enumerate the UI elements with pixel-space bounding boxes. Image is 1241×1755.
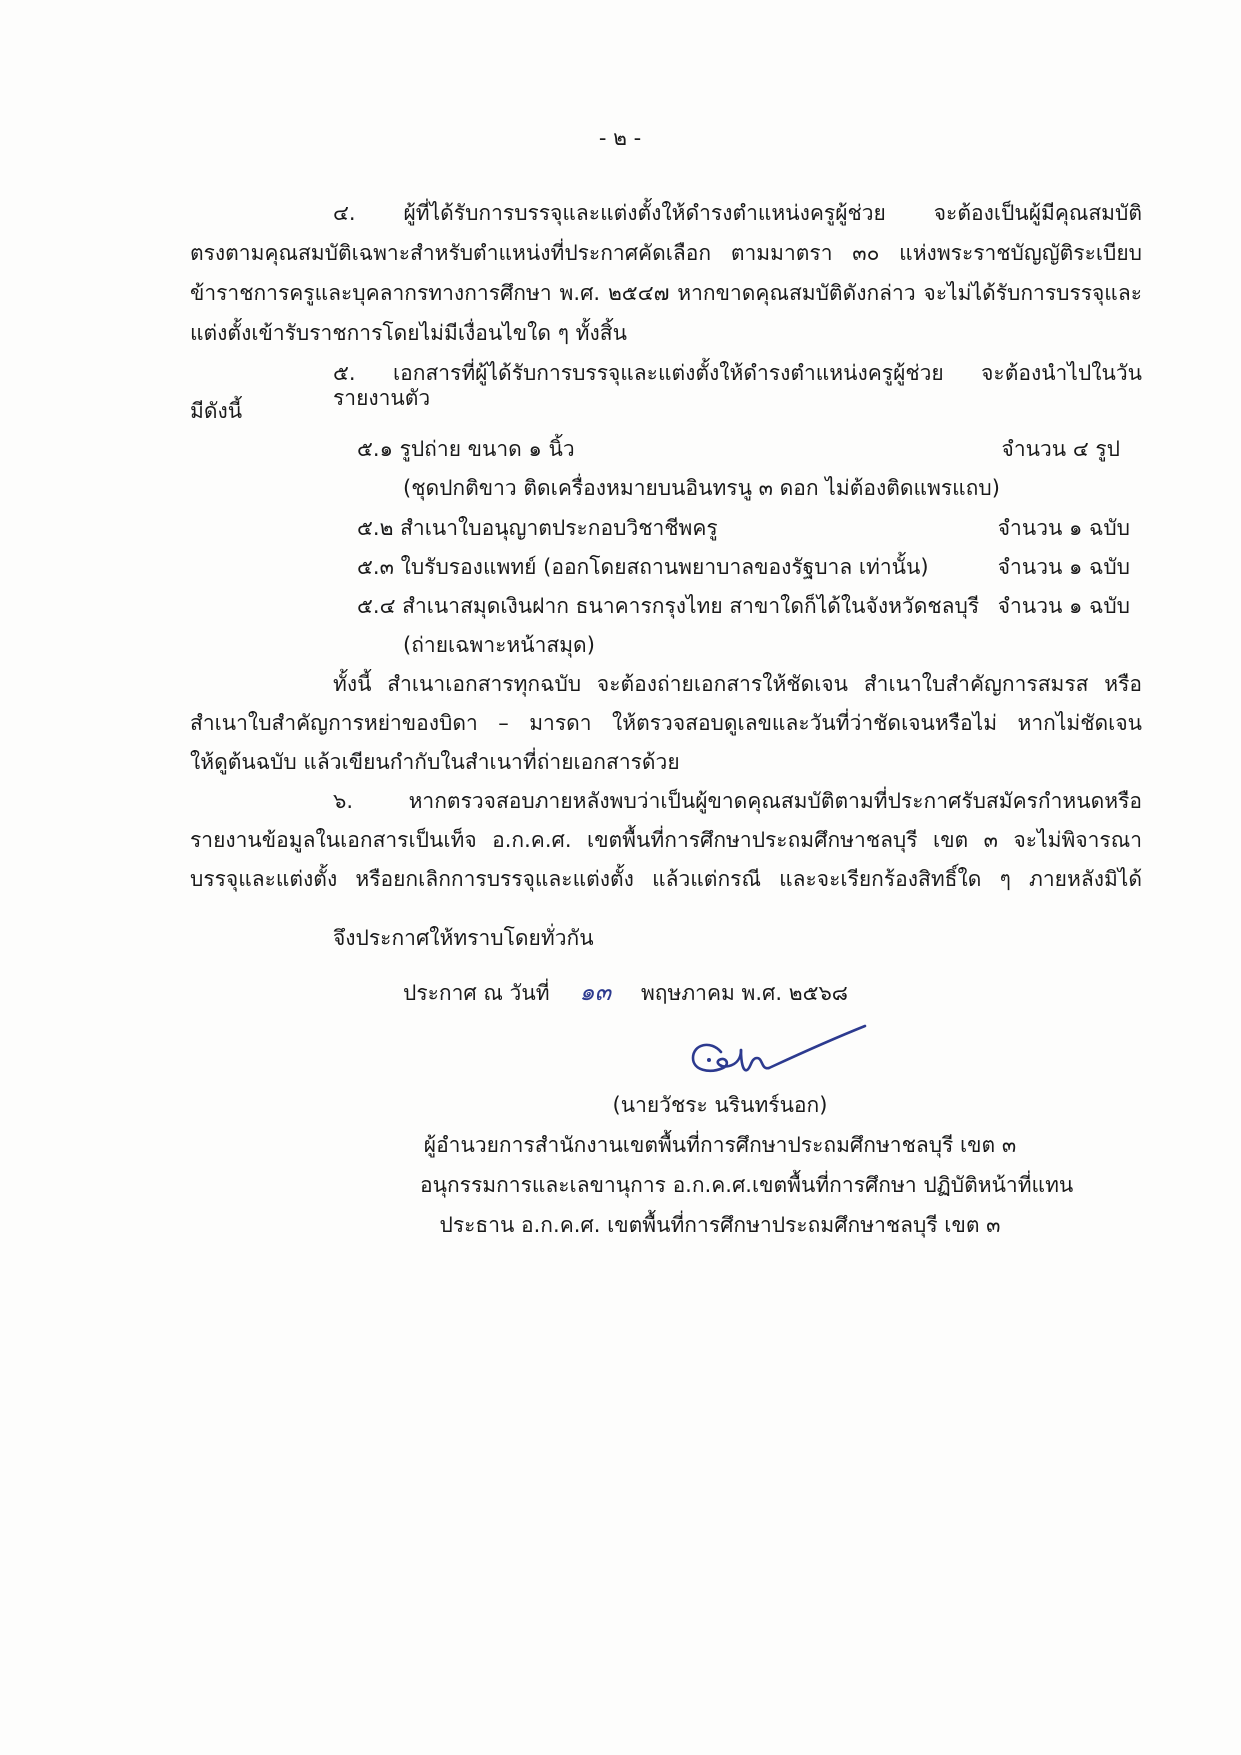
paragraph-line: รายงานข้อมูลในเอกสารเป็นเท็จ อ.ก.ค.ศ. เขตพื้นที่การศึกษาประถมศึกษาชลบุรี เขต ๓ จะไม่พิจารณา <box>190 828 1142 852</box>
paragraph-line: ข้าราชการครูและบุคลากรทางการศึกษา พ.ศ. ๒๕๔๗ หากขาดคุณสมบัติดังกล่าว จะไม่ได้รับการบรรจุและ <box>190 281 1142 305</box>
date-month-year: พฤษภาคม พ.ศ. ๒๕๖๘ <box>640 981 849 1005</box>
paragraph-line: ๕. เอกสารที่ผู้ได้รับการบรรจุและแต่งตั้งให้ดำรงตำแหน่งครูผู้ช่วย จะต้องนำไปในวันรายงานตัว <box>333 361 1142 411</box>
paragraph-line: มีดังนี้ <box>190 399 243 423</box>
closing-statement: จึงประกาศให้ทราบโดยทั่วกัน <box>333 926 594 950</box>
document-item-quantity: จำนวน ๑ ฉบับ <box>997 594 1130 618</box>
announcement-date <box>403 978 848 1007</box>
page-number: - ๒ - <box>598 126 642 150</box>
paragraph-line: บรรจุและแต่งตั้ง หรือยกเลิกการบรรจุและแต่งตั้ง แล้วแต่กรณี และจะเรียกร้องสิทธิ์ใด ๆ ภายหลังมิได้ <box>190 867 1142 891</box>
paragraph-line: ทั้งนี้ สำเนาเอกสารทุกฉบับ จะต้องถ่ายเอกสารให้ชัดเจน สำเนาใบสำคัญการสมรส หรือ <box>333 672 1142 696</box>
paragraph-line: แต่งตั้งเข้ารับราชการโดยไม่มีเงื่อนไขใด ๆ ทั้งสิ้น <box>190 321 627 345</box>
signatory-name: (นายวัชระ นรินทร์นอก) <box>612 1093 828 1117</box>
date-prefix: ประกาศ ณ วันที่ <box>403 981 550 1005</box>
document-item-note: (ถ่ายเฉพาะหน้าสมุด) <box>403 633 595 657</box>
signatory-title-line: ผู้อำนวยการสำนักงานเขตพื้นที่การศึกษาประถมศึกษาชลบุรี เขต ๓ <box>423 1133 1017 1157</box>
paragraph-line: ให้ดูต้นฉบับ แล้วเขียนกำกับในสำเนาที่ถ่ายเอกสารด้วย <box>190 750 680 774</box>
document-item-label: ๕.๔ สำเนาสมุดเงินฝาก ธนาคารกรุงไทย สาขาใดก็ได้ในจังหวัดชลบุรี <box>357 594 980 618</box>
document-item-label: ๕.๑ รูปถ่าย ขนาด ๑ นิ้ว <box>357 437 575 461</box>
document-item-label: ๕.๓ ใบรับรองแพทย์ (ออกโดยสถานพยาบาลของรัฐบาล เท่านั้น) <box>357 555 929 579</box>
document-item-label: ๕.๒ สำเนาใบอนุญาตประกอบวิชาชีพครู <box>357 516 718 540</box>
document-item-quantity: จำนวน ๑ ฉบับ <box>997 555 1130 579</box>
signatory-title-line: อนุกรรมการและเลขานุการ อ.ก.ค.ศ.เขตพื้นที่การศึกษา ปฏิบัติหน้าที่แทน <box>420 1173 1074 1197</box>
paragraph-line: สำเนาใบสำคัญการหย่าของบิดา – มารดา ให้ตรวจสอบดูเลขและวันที่ว่าชัดเจนหรือไม่ หากไม่ชัดเจน <box>190 711 1142 735</box>
signature-mark <box>685 1022 870 1082</box>
signatory-title-line: ประธาน อ.ก.ค.ศ. เขตพื้นที่การศึกษาประถมศึกษาชลบุรี เขต ๓ <box>439 1213 1001 1237</box>
handwritten-day: ๑๓ <box>579 978 612 1006</box>
paragraph-line: ตรงตามคุณสมบัติเฉพาะสำหรับตำแหน่งที่ประกาศคัดเลือก ตามมาตรา ๓๐ แห่งพระราชบัญญัติระเบียบ <box>190 241 1142 265</box>
paragraph-line: ๔. ผู้ที่ได้รับการบรรจุและแต่งตั้งให้ดำรงตำแหน่งครูผู้ช่วย จะต้องเป็นผู้มีคุณสมบัติ <box>333 201 1142 225</box>
document-item-quantity: จำนวน ๔ รูป <box>1001 437 1120 461</box>
paragraph-line: ๖. หากตรวจสอบภายหลังพบว่าเป็นผู้ขาดคุณสมบัติตามที่ประกาศรับสมัครกำหนดหรือ <box>333 789 1142 813</box>
document-item-note: (ชุดปกติขาว ติดเครื่องหมายบนอินทรนู ๓ ดอก ไม่ต้องติดแพรแถบ) <box>403 476 1000 500</box>
document-item-quantity: จำนวน ๑ ฉบับ <box>997 516 1130 540</box>
